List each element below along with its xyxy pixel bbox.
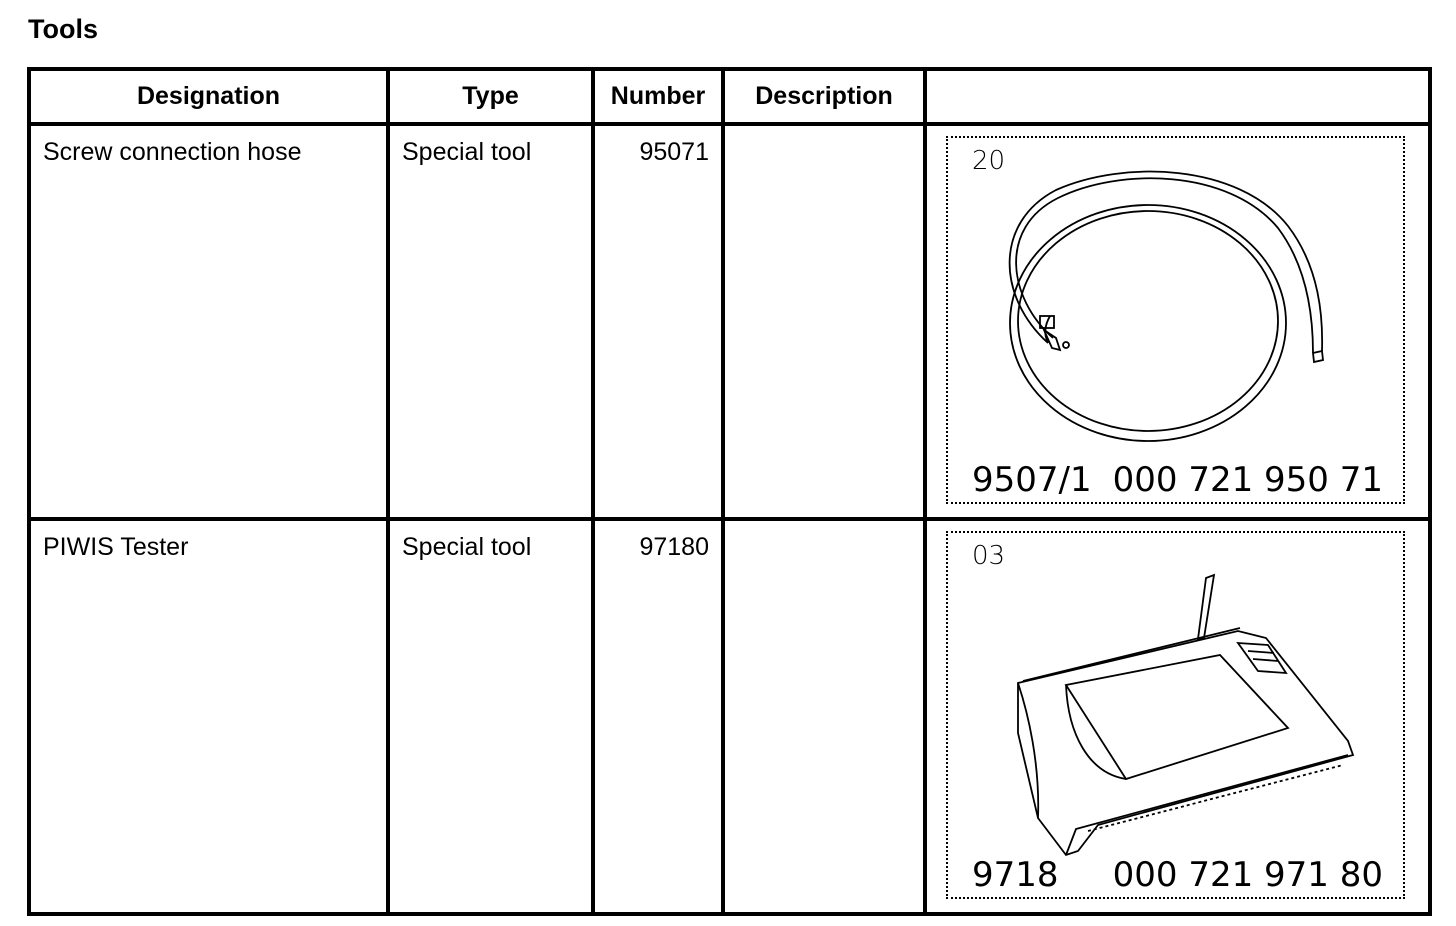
designation-cell: [29, 124, 388, 519]
description-cell: [723, 124, 925, 519]
tool-picture-frame: [946, 531, 1405, 899]
tool-picture-frame: [946, 136, 1405, 504]
page-title: Tools: [28, 14, 98, 44]
picture-part-number: 000 721 950 71: [1112, 460, 1383, 500]
tools-table: [27, 67, 1432, 916]
column-header-designation: Designation: [29, 69, 388, 124]
number-cell: [593, 124, 723, 519]
column-header-type: Type: [388, 69, 593, 124]
number-cell: [593, 519, 723, 914]
picture-part-number: 000 721 971 80: [1112, 855, 1383, 895]
description-text: [725, 126, 923, 138]
designation-text: PIWIS Tester: [43, 533, 189, 561]
type-text: Special tool: [402, 533, 532, 561]
picture-corner-code: 03: [972, 541, 1006, 571]
type-cell: [388, 519, 593, 914]
tablet-tester-illustration-icon: [948, 533, 1403, 897]
table-row: [29, 124, 1430, 519]
picture-tool-number: 9718: [972, 855, 1059, 895]
table-row: [29, 519, 1430, 914]
hose-illustration-icon: [948, 138, 1403, 502]
number-text: 97180: [639, 533, 709, 561]
image-cell: [925, 519, 1430, 914]
column-header-image: [925, 69, 1430, 124]
column-header-description: Description: [723, 69, 925, 124]
type-cell: [388, 124, 593, 519]
picture-tool-number: 9507/1: [972, 460, 1092, 500]
description-cell: [723, 519, 925, 914]
description-text: [725, 521, 923, 533]
image-cell: [925, 124, 1430, 519]
column-header-number: Number: [593, 69, 723, 124]
number-text: 95071: [639, 138, 709, 166]
type-text: Special tool: [402, 138, 532, 166]
table-header-row: [29, 69, 1430, 124]
designation-cell: [29, 519, 388, 914]
picture-corner-code: 20: [972, 146, 1006, 176]
designation-text: Screw connection hose: [43, 138, 302, 166]
